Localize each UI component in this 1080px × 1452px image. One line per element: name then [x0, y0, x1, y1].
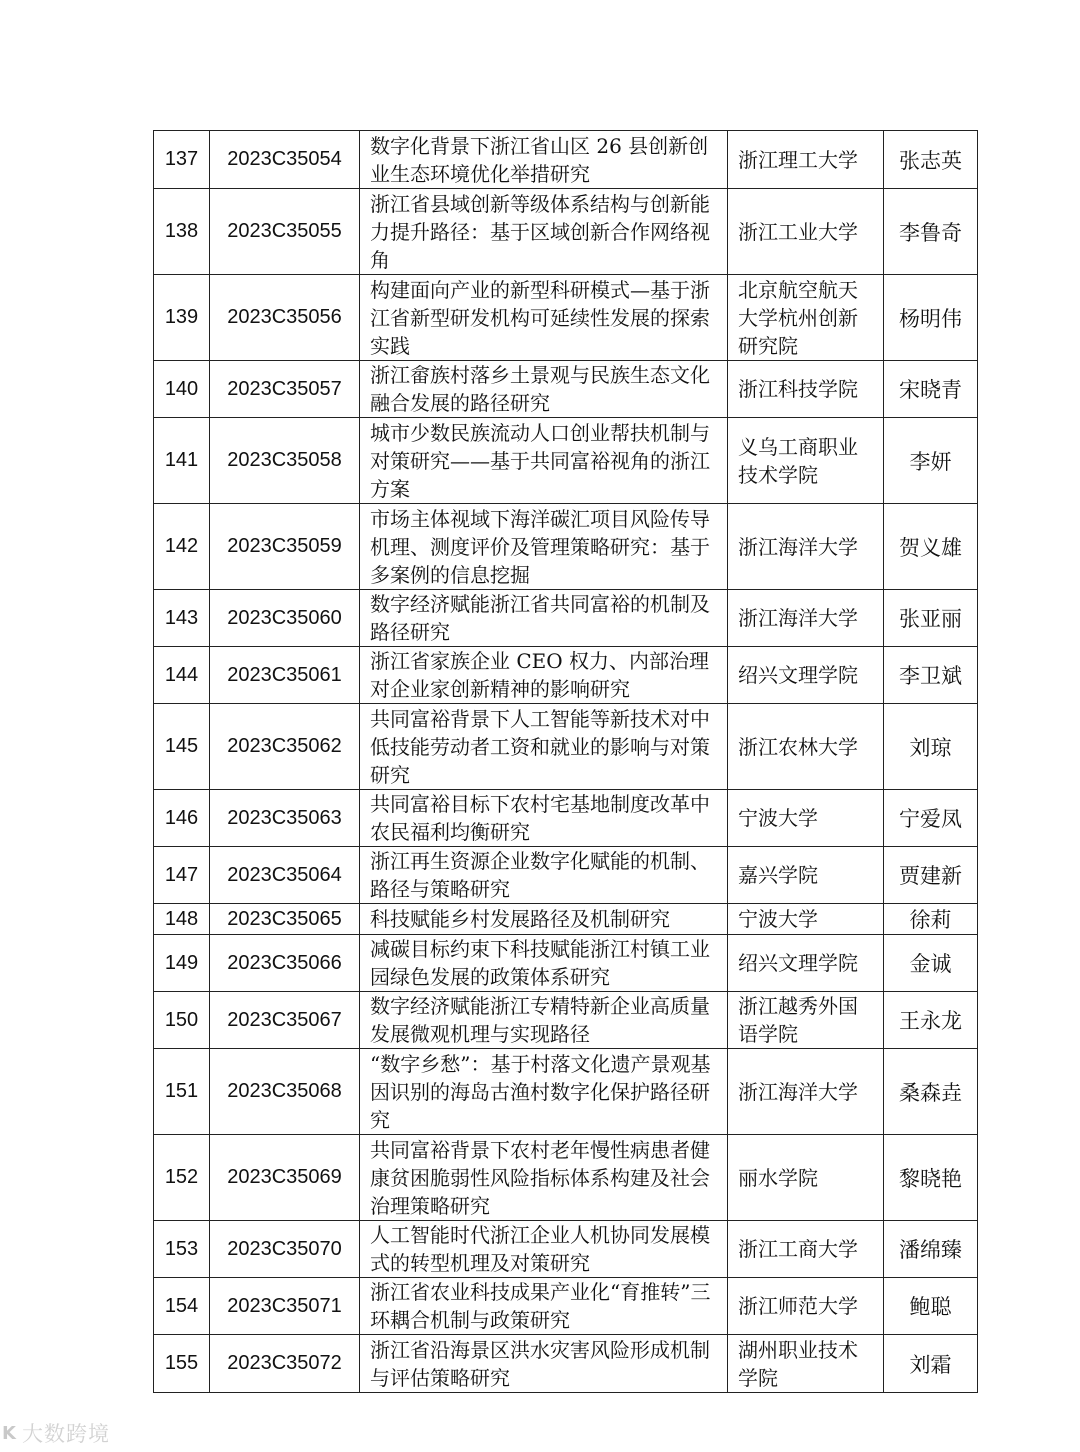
principal-investigator: 潘绵臻: [884, 1221, 978, 1278]
table-row: [154, 992, 978, 1049]
project-title: 人工智能时代浙江企业人机协同发展模式的转型机理及对策研究: [360, 1221, 728, 1278]
principal-investigator: 张志英: [884, 131, 978, 189]
project-title: 城市少数民族流动人口创业帮扶机制与对策研究——基于共同富裕视角的浙江方案: [360, 418, 728, 504]
watermark: [2, 1418, 110, 1448]
principal-investigator: 贺义雄: [884, 504, 978, 590]
project-code: 2023C35060: [210, 590, 360, 647]
row-number: 149: [154, 935, 210, 992]
project-title: “数字乡愁”：基于村落文化遗产景观基因识别的海岛古渔村数字化保护路径研究: [360, 1049, 728, 1135]
project-code: 2023C35059: [210, 504, 360, 590]
principal-investigator: 王永龙: [884, 992, 978, 1049]
project-code: 2023C35065: [210, 904, 360, 935]
table-row: [154, 1278, 978, 1335]
table-row: [154, 790, 978, 847]
row-number: 147: [154, 847, 210, 904]
row-number: 144: [154, 647, 210, 704]
principal-investigator: 鲍聪: [884, 1278, 978, 1335]
project-title: 浙江省县域创新等级体系结构与创新能力提升路径：基于区域创新合作网络视角: [360, 189, 728, 275]
row-number: 151: [154, 1049, 210, 1135]
table-row: [154, 1049, 978, 1135]
institution: 浙江工业大学: [728, 189, 884, 275]
project-table: [153, 130, 978, 1393]
project-code: 2023C35069: [210, 1135, 360, 1221]
table-row: [154, 590, 978, 647]
project-title: 共同富裕背景下农村老年慢性病患者健康贫困脆弱性风险指标体系构建及社会治理策略研究: [360, 1135, 728, 1221]
row-number: 145: [154, 704, 210, 790]
institution: 丽水学院: [728, 1135, 884, 1221]
institution: 义乌工商职业技术学院: [728, 418, 884, 504]
institution: 嘉兴学院: [728, 847, 884, 904]
project-title: 浙江畲族村落乡土景观与民族生态文化融合发展的路径研究: [360, 361, 728, 418]
project-title: 构建面向产业的新型科研模式—基于浙江省新型研发机构可延续性发展的探索实践: [360, 275, 728, 361]
principal-investigator: 黎晓艳: [884, 1135, 978, 1221]
row-number: 155: [154, 1335, 210, 1393]
institution: 浙江海洋大学: [728, 1049, 884, 1135]
project-code: 2023C35057: [210, 361, 360, 418]
institution: 浙江师范大学: [728, 1278, 884, 1335]
table-row: [154, 189, 978, 275]
institution: 浙江越秀外国语学院: [728, 992, 884, 1049]
row-number: 154: [154, 1278, 210, 1335]
project-code: 2023C35055: [210, 189, 360, 275]
institution: 绍兴文理学院: [728, 935, 884, 992]
table-row: [154, 847, 978, 904]
institution: 浙江理工大学: [728, 131, 884, 189]
principal-investigator: 刘琼: [884, 704, 978, 790]
project-code: 2023C35066: [210, 935, 360, 992]
table-row: [154, 131, 978, 189]
project-title: 浙江再生资源企业数字化赋能的机制、路径与策略研究: [360, 847, 728, 904]
table-row: [154, 361, 978, 418]
principal-investigator: 徐莉: [884, 904, 978, 935]
row-number: 152: [154, 1135, 210, 1221]
project-code: 2023C35072: [210, 1335, 360, 1393]
institution: 浙江科技学院: [728, 361, 884, 418]
project-title: 浙江省农业科技成果产业化“育推转”三环耦合机制与政策研究: [360, 1278, 728, 1335]
watermark-text: 大数跨境: [21, 1422, 110, 1446]
row-number: 153: [154, 1221, 210, 1278]
principal-investigator: 张亚丽: [884, 590, 978, 647]
institution: 浙江海洋大学: [728, 504, 884, 590]
table-row: [154, 935, 978, 992]
institution: 湖州职业技术学院: [728, 1335, 884, 1393]
institution: 宁波大学: [728, 904, 884, 935]
project-code: 2023C35062: [210, 704, 360, 790]
institution: 浙江农林大学: [728, 704, 884, 790]
principal-investigator: 杨明伟: [884, 275, 978, 361]
table-row: [154, 418, 978, 504]
project-title: 共同富裕背景下人工智能等新技术对中低技能劳动者工资和就业的影响与对策研究: [360, 704, 728, 790]
table-row: [154, 275, 978, 361]
project-code: 2023C35070: [210, 1221, 360, 1278]
principal-investigator: 贾建新: [884, 847, 978, 904]
principal-investigator: 桑森垚: [884, 1049, 978, 1135]
principal-investigator: 李卫斌: [884, 647, 978, 704]
institution: 绍兴文理学院: [728, 647, 884, 704]
project-code: 2023C35067: [210, 992, 360, 1049]
table-row: [154, 704, 978, 790]
project-title: 共同富裕目标下农村宅基地制度改革中农民福利均衡研究: [360, 790, 728, 847]
row-number: 148: [154, 904, 210, 935]
principal-investigator: 宁爱凤: [884, 790, 978, 847]
table-row: [154, 904, 978, 935]
project-title: 浙江省沿海景区洪水灾害风险形成机制与评估策略研究: [360, 1335, 728, 1393]
row-number: 150: [154, 992, 210, 1049]
project-title: 减碳目标约束下科技赋能浙江村镇工业园绿色发展的政策体系研究: [360, 935, 728, 992]
row-number: 146: [154, 790, 210, 847]
institution: 浙江海洋大学: [728, 590, 884, 647]
row-number: 139: [154, 275, 210, 361]
watermark-logo-icon: K: [2, 1422, 16, 1444]
project-title: 数字经济赋能浙江省共同富裕的机制及路径研究: [360, 590, 728, 647]
project-title: 浙江省家族企业 CEO 权力、内部治理对企业家创新精神的影响研究: [360, 647, 728, 704]
row-number: 140: [154, 361, 210, 418]
project-code: 2023C35064: [210, 847, 360, 904]
project-code: 2023C35071: [210, 1278, 360, 1335]
row-number: 138: [154, 189, 210, 275]
row-number: 142: [154, 504, 210, 590]
principal-investigator: 金诚: [884, 935, 978, 992]
project-code: 2023C35061: [210, 647, 360, 704]
project-code: 2023C35054: [210, 131, 360, 189]
principal-investigator: 刘霜: [884, 1335, 978, 1393]
table-row: [154, 1135, 978, 1221]
table-row: [154, 1335, 978, 1393]
table-row: [154, 647, 978, 704]
principal-investigator: 宋晓青: [884, 361, 978, 418]
principal-investigator: 李妍: [884, 418, 978, 504]
project-code: 2023C35056: [210, 275, 360, 361]
institution: 浙江工商大学: [728, 1221, 884, 1278]
project-title: 数字经济赋能浙江专精特新企业高质量发展微观机理与实现路径: [360, 992, 728, 1049]
project-title: 科技赋能乡村发展路径及机制研究: [360, 904, 728, 935]
principal-investigator: 李鲁奇: [884, 189, 978, 275]
row-number: 137: [154, 131, 210, 189]
row-number: 143: [154, 590, 210, 647]
project-code: 2023C35068: [210, 1049, 360, 1135]
table-row: [154, 1221, 978, 1278]
row-number: 141: [154, 418, 210, 504]
institution: 北京航空航天大学杭州创新研究院: [728, 275, 884, 361]
project-title: 数字化背景下浙江省山区 26 县创新创业生态环境优化举措研究: [360, 131, 728, 189]
institution: 宁波大学: [728, 790, 884, 847]
project-code: 2023C35063: [210, 790, 360, 847]
table-row: [154, 504, 978, 590]
project-code: 2023C35058: [210, 418, 360, 504]
project-title: 市场主体视域下海洋碳汇项目风险传导机理、测度评价及管理策略研究：基于多案例的信息挖掘: [360, 504, 728, 590]
